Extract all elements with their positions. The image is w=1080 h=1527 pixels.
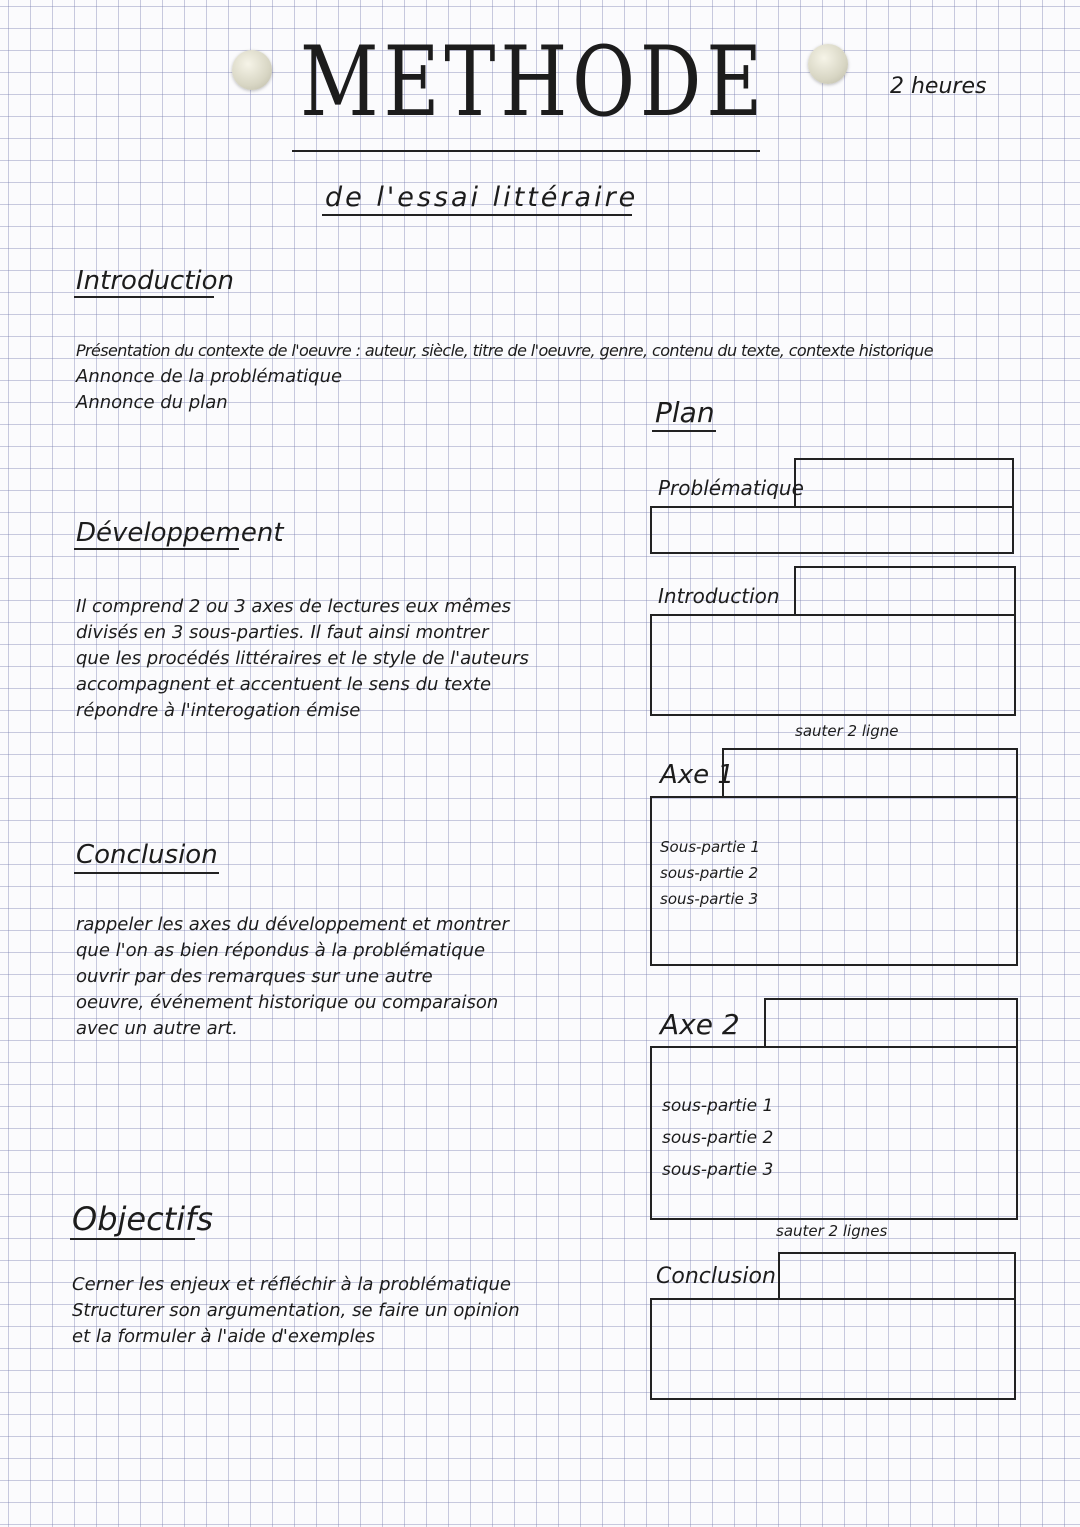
plan-axe1-items xyxy=(660,834,760,912)
objectifs-text xyxy=(72,1272,520,1350)
subtitle-underline xyxy=(322,214,632,216)
title-underline xyxy=(292,150,760,152)
developpement-line: Il comprend 2 ou 3 axes de lectures eux mêmes xyxy=(76,596,511,617)
plan-box-problematique-top xyxy=(794,458,1014,508)
conclusion-line: que l'on as bien répondus à la problématique xyxy=(76,940,486,961)
plan-box-conclusion xyxy=(650,1298,1016,1400)
punch-hole-left xyxy=(232,50,272,90)
plan-heading: Plan xyxy=(655,396,715,429)
developpement-line: accompagnent et accentuent le sens du texte xyxy=(76,674,492,695)
plan-axe2-subpart: sous-partie 2 xyxy=(662,1128,774,1148)
plan-axe2-subpart: sous-partie 1 xyxy=(662,1096,774,1116)
objectifs-heading: Objectifs xyxy=(72,1200,214,1238)
conclusion-line: ouvrir par des remarques sur une autre xyxy=(76,966,433,987)
conclusion-line: oeuvre, événement historique ou comparaison xyxy=(76,992,499,1013)
objectifs-line: Structurer son argumentation, se faire un opinion xyxy=(72,1300,520,1321)
plan-label-conclusion: Conclusion xyxy=(656,1264,776,1289)
conclusion-text xyxy=(76,912,509,1042)
introduction-line: Annonce de la problématique xyxy=(76,366,343,387)
plan-box-axe1-top xyxy=(722,748,1018,798)
plan-label-axe1: Axe 1 xyxy=(660,760,734,790)
plan-label-introduction: Introduction xyxy=(658,584,780,608)
plan-note-skip-lines: sauter 2 ligne xyxy=(795,722,899,740)
introduction-heading: Introduction xyxy=(76,266,235,296)
developpement-text xyxy=(76,594,529,724)
developpement-heading: Développement xyxy=(76,518,284,548)
plan-label-problematique: Problématique xyxy=(658,476,804,500)
objectifs-line: Cerner les enjeux et réfléchir à la problématique xyxy=(72,1274,511,1295)
objectifs-heading-underline xyxy=(70,1238,195,1240)
punch-hole-right xyxy=(808,44,848,84)
introduction-heading-underline xyxy=(74,296,214,298)
plan-box-problematique xyxy=(650,506,1014,554)
conclusion-line: avec un autre art. xyxy=(76,1018,238,1039)
plan-box-introduction xyxy=(650,614,1016,716)
page-title: METHODE xyxy=(300,26,768,138)
plan-heading-underline xyxy=(652,430,716,432)
developpement-heading-underline xyxy=(74,548,239,550)
plan-axe2-items xyxy=(662,1090,773,1186)
plan-box-conclusion-top xyxy=(778,1252,1016,1300)
plan-box-introduction-top xyxy=(794,566,1016,616)
page-subtitle: de l'essai littéraire xyxy=(325,182,639,213)
conclusion-heading: Conclusion xyxy=(76,840,218,870)
plan-axe1-subpart: Sous-partie 1 xyxy=(660,838,760,856)
introduction-line: Présentation du contexte de l'oeuvre : auteur, siècle, titre de l'oeuvre, genre, contenu du texte, contexte historique xyxy=(76,341,933,360)
plan-note-skip-lines: sauter 2 lignes xyxy=(776,1222,888,1240)
objectifs-line: et la formuler à l'aide d'exemples xyxy=(72,1326,376,1347)
conclusion-line: rappeler les axes du développement et montrer xyxy=(76,914,509,935)
plan-axe2-subpart: sous-partie 3 xyxy=(662,1160,774,1180)
introduction-text xyxy=(76,338,933,416)
conclusion-heading-underline xyxy=(74,872,219,874)
duration-note: 2 heures xyxy=(890,74,987,99)
plan-axe1-subpart: sous-partie 3 xyxy=(660,890,759,908)
plan-axe1-subpart: sous-partie 2 xyxy=(660,864,759,882)
developpement-line: répondre à l'interogation émise xyxy=(76,700,361,721)
developpement-line: divisés en 3 sous-parties. Il faut ainsi montrer xyxy=(76,622,489,643)
plan-box-axe2-top xyxy=(764,998,1018,1048)
introduction-line: Annonce du plan xyxy=(76,392,228,413)
developpement-line: que les procédés littéraires et le style de l'auteurs xyxy=(76,648,529,669)
plan-label-axe2: Axe 2 xyxy=(660,1008,740,1041)
